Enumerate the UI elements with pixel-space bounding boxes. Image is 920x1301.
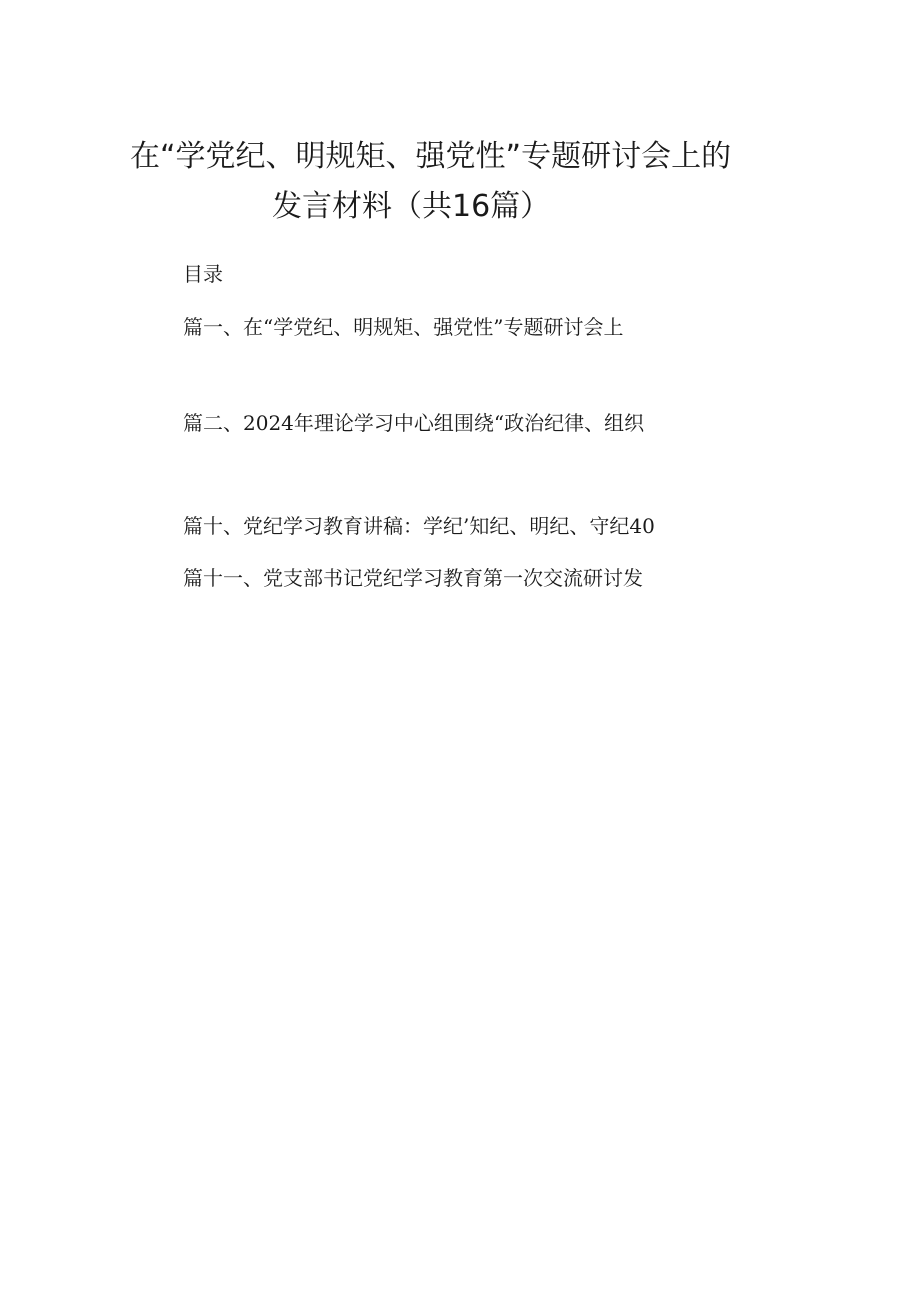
toc-item: 篇十、党纪学习教育讲稿：学纪’知纪、明纪、守纪40 — [183, 514, 655, 538]
toc-item: 篇十一、党支部书记党纪学习教育第一次交流研讨发 — [183, 566, 643, 590]
document-title-line-2: 发言材料（共16篇） — [272, 189, 551, 224]
toc-heading: 目录 — [183, 262, 223, 286]
toc-item: 篇一、在“学党纪、明规矩、强党性”专题研讨会上 — [183, 315, 624, 339]
toc-item: 篇二、2024年理论学习中心组围绕“政治纪律、组织 — [183, 411, 645, 435]
document-title-line-1: 在“学党纪、明规矩、强党性”专题研讨会上的 — [130, 139, 732, 174]
